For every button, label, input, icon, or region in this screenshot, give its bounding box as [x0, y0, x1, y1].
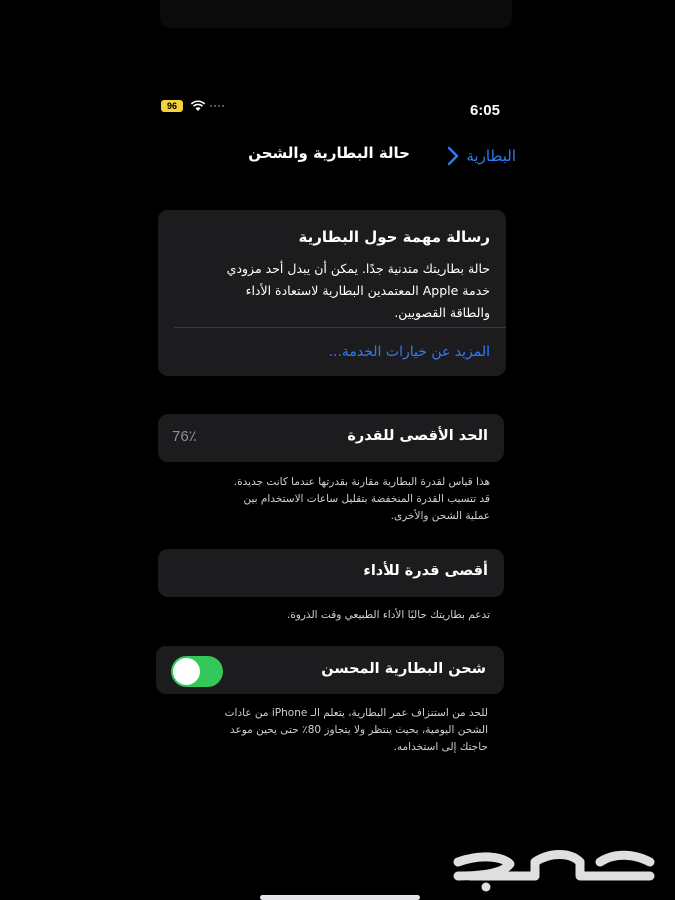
haraj-watermark-logo [440, 846, 670, 892]
optimized-charging-toggle[interactable] [171, 656, 223, 687]
important-message-title: رسالة مهمة حول البطارية [298, 228, 490, 246]
important-message-line: والطاقة القصويين. [394, 305, 490, 320]
back-button-label: البطارية [466, 147, 516, 165]
home-indicator [260, 895, 420, 900]
status-time: 6:05 [469, 102, 500, 119]
maximum-capacity-note-line: هذا قياس لقدرة البطارية مقارنة بقدرتها عندما كانت جديدة. [233, 476, 490, 488]
cellular-signal-icon [210, 105, 224, 110]
maximum-capacity-note-line: قد تتسبب القدرة المنخفضة بتقليل ساعات الاستخدام بين [243, 493, 490, 505]
important-message-card [158, 210, 506, 376]
service-options-link[interactable]: المزيد عن خيارات الخدمة... [328, 344, 490, 360]
toggle-knob [173, 658, 200, 685]
optimized-charging-note-line: للحد من استنزاف عمر البطارية، يتعلم الـ iPhone من عادات [224, 707, 488, 719]
optimized-charging-label: شحن البطارية المحسن [321, 661, 486, 677]
peak-performance-label: أقصى قدرة للأداء [363, 563, 488, 579]
page-title: حالة البطارية والشحن [248, 144, 410, 162]
peak-performance-row [158, 549, 504, 597]
optimized-charging-row [156, 646, 504, 694]
background-app-strip [160, 0, 512, 28]
back-button[interactable] [436, 144, 516, 168]
optimized-charging-note-line: الشحن اليومية، بحيث ينتظر ولا يتجاوز 80٪ حتى يحين موعد [229, 724, 488, 736]
divider [174, 327, 506, 328]
maximum-capacity-note [160, 474, 490, 525]
chevron-right-icon [446, 146, 460, 166]
battery-level-badge: 96 [161, 100, 183, 112]
important-message-line: خدمة Apple المعتمدين البطارية لاستعادة الأداء [245, 283, 490, 298]
maximum-capacity-label: الحد الأقصى للقدرة [347, 428, 488, 444]
maximum-capacity-note-line: عملية الشحن والأخرى. [390, 510, 490, 522]
peak-performance-note: تدعم بطاريتك حاليًا الأداء الطبيعي وقت الذروة. [286, 609, 490, 621]
maximum-capacity-value: 76٪ [172, 428, 197, 445]
important-message-body [170, 258, 490, 324]
optimized-charging-note-line: حاجتك إلى استخدامه. [393, 741, 488, 753]
maximum-capacity-row [158, 414, 504, 462]
optimized-charging-note [160, 705, 488, 756]
important-message-line: حالة بطاريتك متدنية جدًا. يمكن أن يبدل أحد مزودي [226, 261, 490, 276]
wifi-icon [190, 100, 206, 112]
